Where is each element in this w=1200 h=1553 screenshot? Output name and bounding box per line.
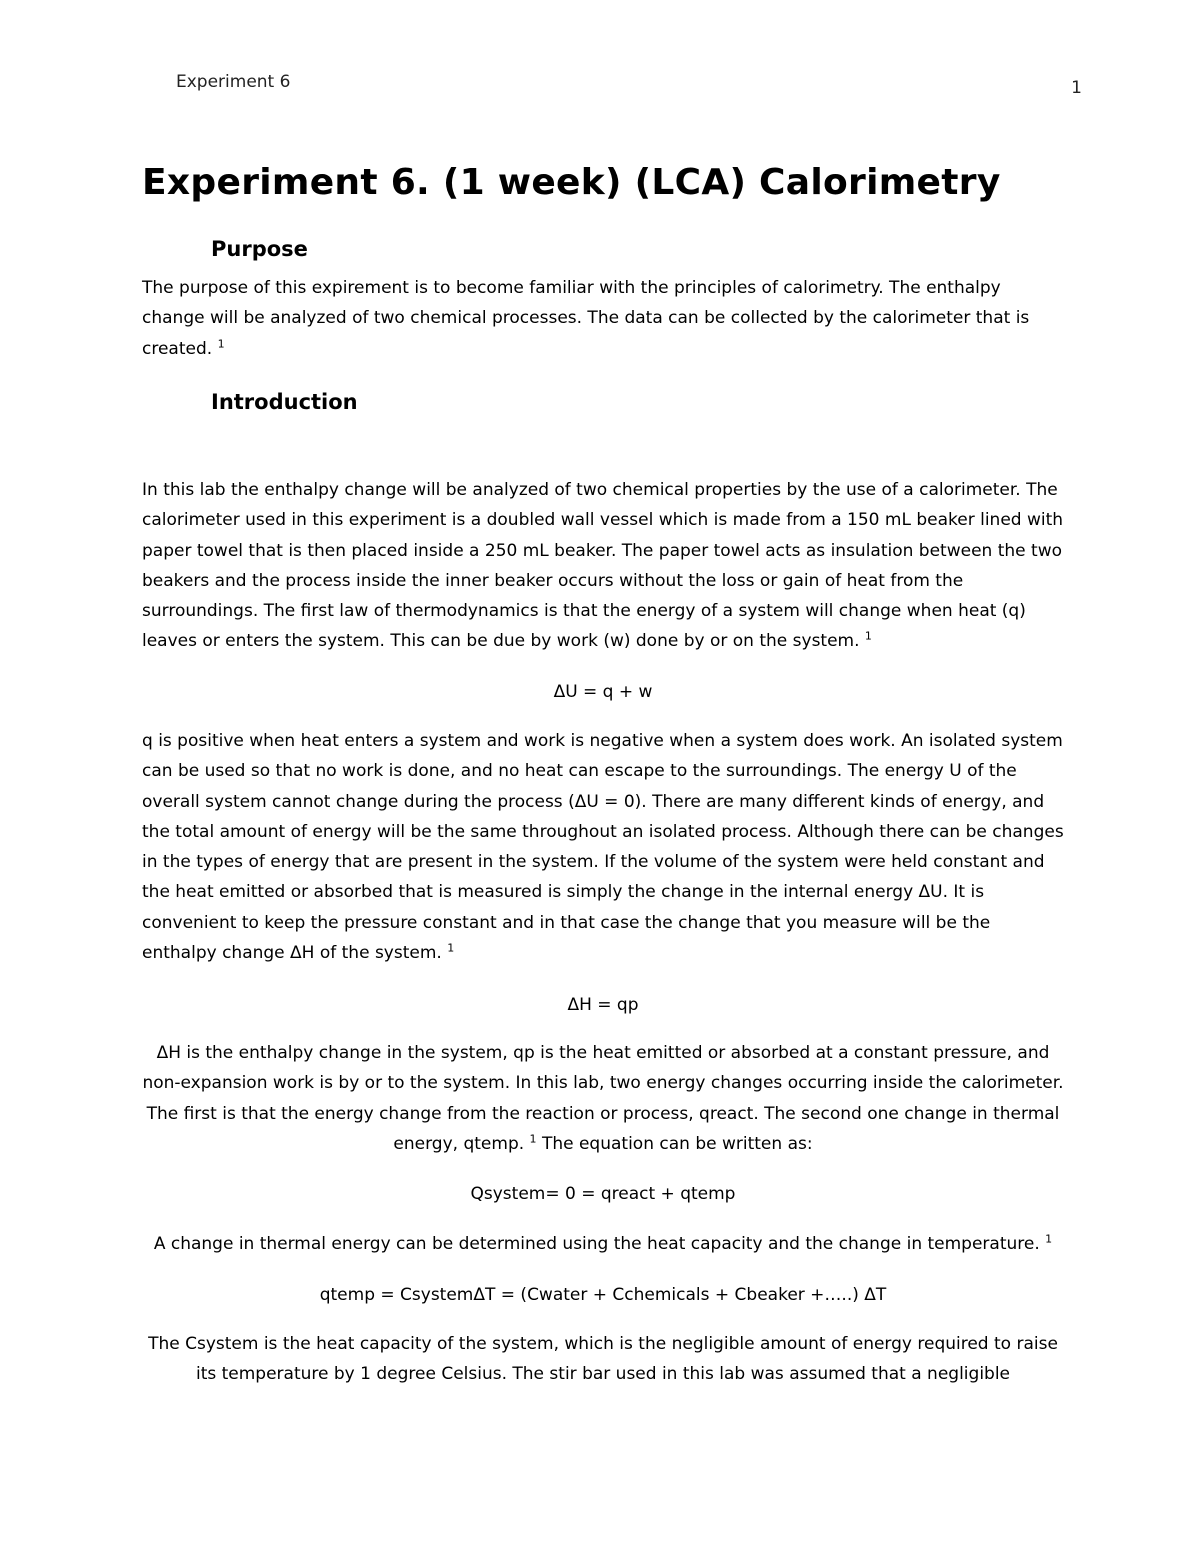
citation-ref: 1 — [217, 336, 225, 350]
purpose-text: The purpose of this expirement is to become familiar with the principles of calorimetry. The enthalpy change will be analyzed of two chemical processes. The data can be collected by the calorimeter that is created. — [142, 278, 1030, 359]
intro-paragraph-3 — [142, 1038, 1064, 1159]
intro-paragraph-4-text: A change in thermal energy can be determined using the heat capacity and the change in temperature. — [153, 1234, 1046, 1254]
equation-thermal-energy: qtemp = CsystemΔT = (Cwater + Cchemicals + Cbeaker +…..) ΔT — [319, 1285, 887, 1305]
equation-internal-energy: ΔU = q + w — [553, 682, 653, 702]
equation-enthalpy: ΔH = qp — [567, 995, 639, 1015]
citation-ref: 1 — [447, 941, 455, 955]
equation-system-heat: Qsystem= 0 = qreact + qtemp — [470, 1184, 736, 1204]
page-number: 1 — [1071, 78, 1082, 98]
intro-paragraph-4 — [142, 1229, 1064, 1259]
citation-ref: 1 — [1045, 1232, 1053, 1246]
intro-paragraph-3-tail: The equation can be written as: — [536, 1133, 813, 1154]
intro-paragraph-2 — [142, 726, 1064, 968]
intro-paragraph-3-text: ΔH is the enthalpy change in the system, qp is the heat emitted or absorbed at a constant pressure, and non-expansion work is by or to the system. In this lab, two energy changes occurring inside the calorimeter. The first is that the energy change from the reaction or process, qreact. The second one change in thermal energy, qtemp. — [142, 1043, 1064, 1154]
citation-ref: 1 — [529, 1132, 537, 1146]
intro-paragraph-1 — [142, 475, 1064, 657]
purpose-paragraph — [142, 273, 1064, 364]
page-header — [176, 70, 1082, 100]
running-header-title: Experiment 6 — [176, 72, 291, 92]
document-title: Experiment 6. (1 week) (LCA) Calorimetry — [142, 162, 1001, 203]
intro-paragraph-2-text: q is positive when heat enters a system and work is negative when a system does work. An isolated system can be used so that no work is done, and no heat can escape to the surroundings. The energy U of the overall system cannot change during the process (ΔU = 0). There are many different kinds of energy, and the total amount of energy will be the same throughout an isolated process. Although there can be changes in the types of energy that are present in the system. If the volume of the system were held constant and the heat emitted or absorbed that is measured is simply the change in the internal energy ΔU. It is convenient to keep the pressure constant and in that case the change that you measure will be the enthalpy change ΔH of the system. — [142, 731, 1064, 964]
intro-paragraph-1-text: In this lab the enthalpy change will be analyzed of two chemical properties by the use of a calorimeter. The calorimeter used in this experiment is a doubled wall vessel which is made from a 150 mL beaker lined with paper towel that is then placed inside a 250 mL beaker. The paper towel acts as insulation between the two beakers and the process inside the inner beaker occurs without the loss or gain of heat from the surroundings. The first law of thermodynamics is that the energy of a system will change when heat (q) leaves or enters the system. This can be due by work (w) done by or on the system. — [142, 480, 1064, 652]
introduction-heading: Introduction — [211, 390, 358, 414]
purpose-heading: Purpose — [211, 237, 308, 261]
citation-ref: 1 — [864, 629, 872, 643]
intro-paragraph-5: The Csystem is the heat capacity of the system, which is the negligible amount of energy required to raise its temperature by 1 degree Celsius. The stir bar used in this lab was assumed that a negligible — [148, 1334, 1058, 1385]
